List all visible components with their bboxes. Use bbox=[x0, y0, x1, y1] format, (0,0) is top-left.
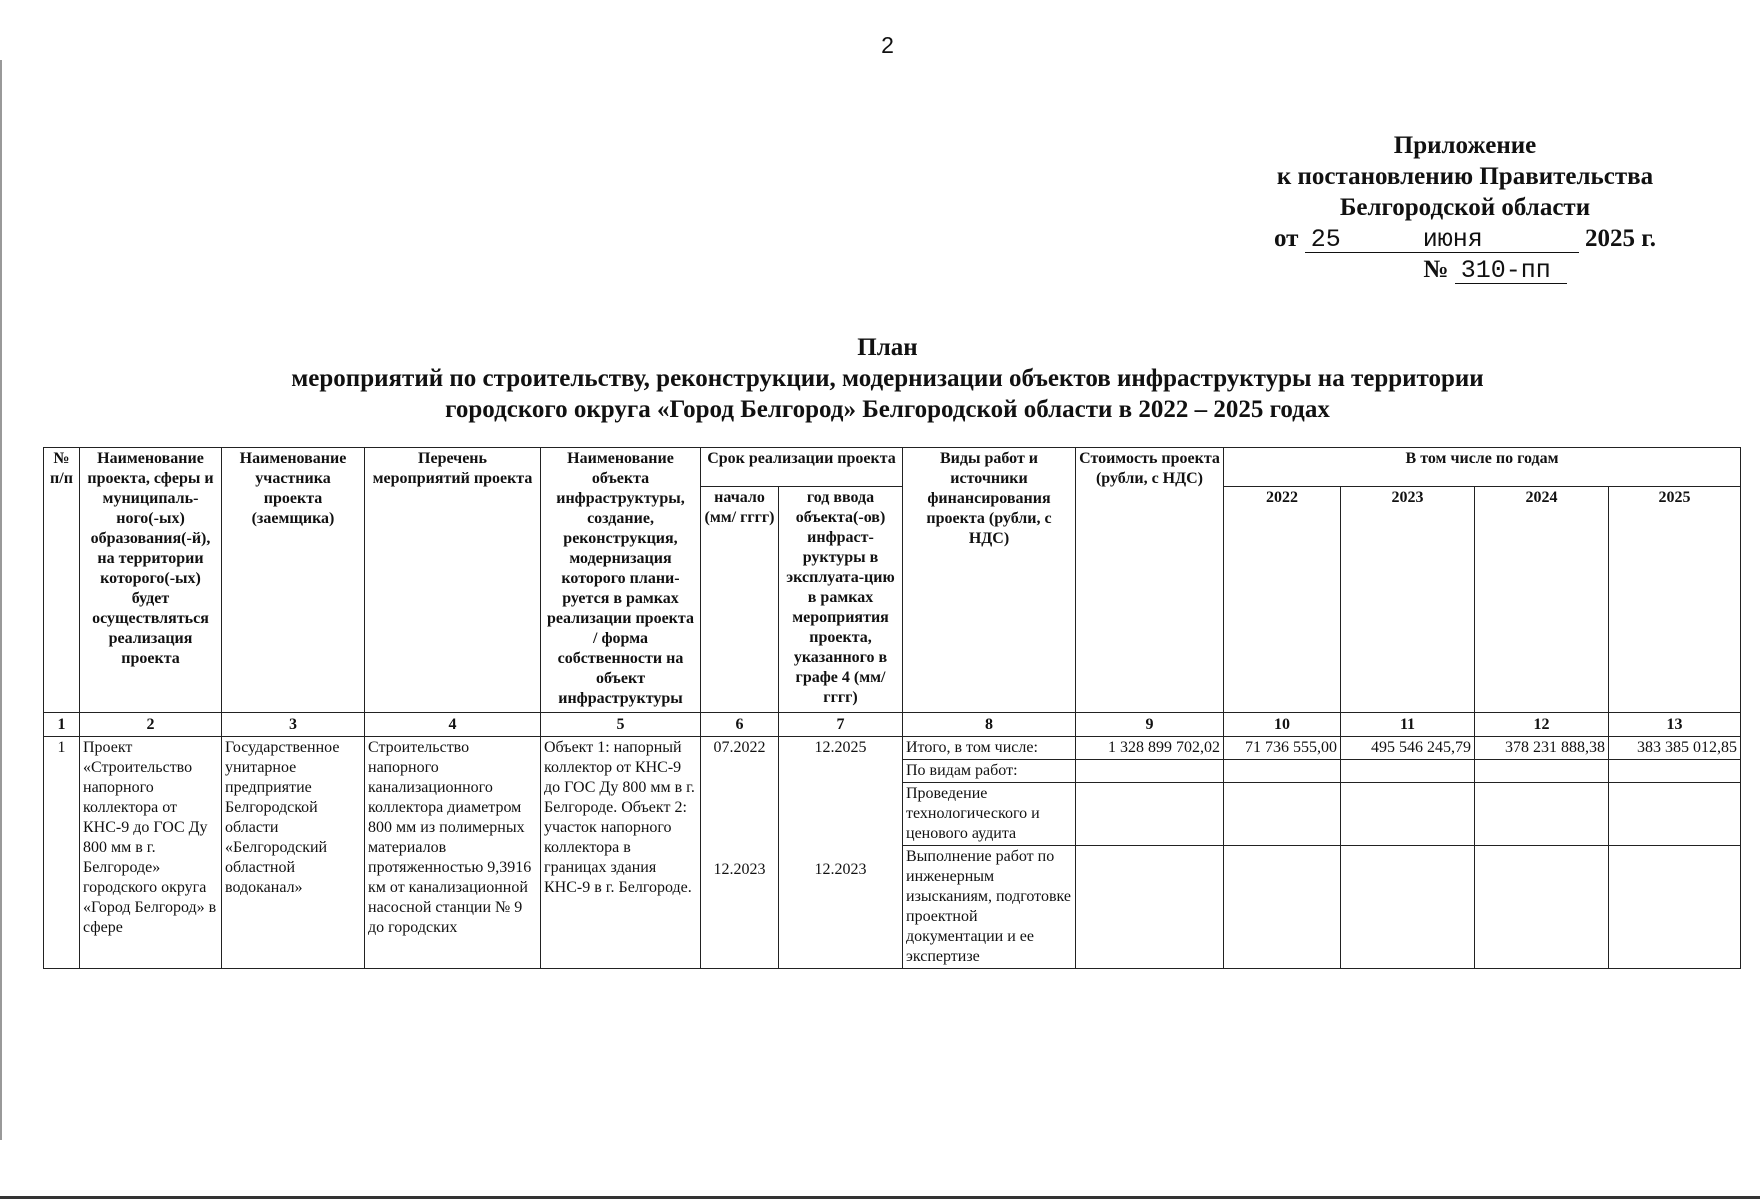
column-number: 11 bbox=[1341, 713, 1475, 737]
header-col-num: № п/п bbox=[44, 448, 80, 713]
work-by-type-label: По видам работ: bbox=[903, 760, 1076, 783]
scan-edge-bottom bbox=[0, 1196, 1760, 1199]
column-number: 7 bbox=[779, 713, 903, 737]
appendix-number-line bbox=[1240, 254, 1690, 285]
header-row-1 bbox=[44, 448, 1741, 487]
header-work-types: Виды работ и источники финансирования проекта (рубли, с НДС) bbox=[903, 448, 1076, 713]
empty-cell bbox=[1076, 783, 1224, 846]
date-prefix: от bbox=[1274, 225, 1299, 252]
row-commission-dates bbox=[779, 737, 903, 969]
empty-cell bbox=[1341, 846, 1475, 969]
column-number: 12 bbox=[1475, 713, 1609, 737]
appendix-region: Белгородской области bbox=[1339, 194, 1591, 221]
work-audit-label: Проведение технологического и ценового аудита bbox=[903, 783, 1076, 846]
empty-cell bbox=[1475, 760, 1609, 783]
appendix-title: Приложение bbox=[1393, 132, 1537, 159]
table-row bbox=[44, 737, 1741, 760]
cost-total: 1 328 899 702,02 bbox=[1076, 737, 1224, 760]
empty-cell bbox=[1609, 760, 1741, 783]
header-cost: Стоимость проекта (рубли, с НДС) bbox=[1076, 448, 1224, 713]
empty-cell bbox=[1076, 846, 1224, 969]
appendix-reference: к постановлению Правительства bbox=[1276, 163, 1654, 190]
scan-edge-left bbox=[0, 60, 2, 1140]
plan-title bbox=[0, 332, 1760, 425]
work-total-label: Итого, в том числе: bbox=[903, 737, 1076, 760]
column-number: 4 bbox=[365, 713, 541, 737]
header-start: начало (мм/ гггг) bbox=[701, 487, 779, 713]
page-number: 2 bbox=[881, 32, 894, 58]
header-year-2023: 2023 bbox=[1341, 487, 1475, 713]
column-number: 1 bbox=[44, 713, 80, 737]
plan-title-line1: мероприятий по строительству, реконструкции, модернизации объектов инфраструктуры на территории bbox=[291, 365, 1484, 392]
appendix-date-line bbox=[1240, 223, 1690, 254]
date-year: 2025 г. bbox=[1584, 225, 1656, 252]
resolution-number-field: 310-пп bbox=[1455, 259, 1567, 284]
header-measures: Перечень мероприятий проекта bbox=[365, 448, 541, 713]
row-start-dates bbox=[701, 737, 779, 969]
date-month-field: июня bbox=[1417, 228, 1579, 253]
header-year-2025: 2025 bbox=[1609, 487, 1741, 713]
column-number: 9 bbox=[1076, 713, 1224, 737]
commission-date-1: 12.2025 bbox=[814, 739, 867, 756]
row-project: Проект «Строительство напорного коллектора от КНС-9 до ГОС Ду 800 мм в г. Белгороде» городского округа «Город Белгород» в сфере bbox=[80, 737, 222, 969]
header-participant: Наименование участника проекта (заемщика) bbox=[222, 448, 365, 713]
total-2024: 378 231 888,38 bbox=[1475, 737, 1609, 760]
row-object: Объект 1: напорный коллектор от КНС-9 до ГОС Ду 800 мм в г. Белгороде. Объект 2: участок напорного коллектора в границах здания КНС-9 в г. Белгороде. bbox=[541, 737, 701, 969]
empty-cell bbox=[1475, 783, 1609, 846]
plan-table bbox=[43, 447, 1741, 969]
empty-cell bbox=[1224, 760, 1341, 783]
header-period-group: Срок реализации проекта bbox=[701, 448, 903, 487]
empty-cell bbox=[1341, 783, 1475, 846]
empty-cell bbox=[1076, 760, 1224, 783]
empty-cell bbox=[1609, 846, 1741, 969]
start-date-2: 12.2023 bbox=[713, 861, 766, 878]
header-year-2022: 2022 bbox=[1224, 487, 1341, 713]
plan-title-line2: городского округа «Город Белгород» Белгородской области в 2022 – 2025 годах bbox=[445, 396, 1330, 423]
appendix-block bbox=[1240, 130, 1690, 285]
row-measures: Строительство напорного канализационного коллектора диаметром 800 мм из полимерных материалов протяженностью 9,3916 км от канализационной насосной станции № 9 до городских bbox=[365, 737, 541, 969]
empty-cell bbox=[1609, 783, 1741, 846]
header-year-2024: 2024 bbox=[1475, 487, 1609, 713]
row-number: 1 bbox=[44, 737, 80, 969]
empty-cell bbox=[1224, 846, 1341, 969]
column-number: 5 bbox=[541, 713, 701, 737]
empty-cell bbox=[1341, 760, 1475, 783]
total-2022: 71 736 555,00 bbox=[1224, 737, 1341, 760]
header-project: Наименование проекта, сферы и муниципаль-ного(-ых) образования(-й), на территории которого(-ых) будет осуществляться реализация проекта bbox=[80, 448, 222, 713]
empty-cell bbox=[1475, 846, 1609, 969]
work-survey-label: Выполнение работ по инженерным изысканиям, подготовке проектной документации и ее экспертизе bbox=[903, 846, 1076, 969]
row-participant: Государственное унитарное предприятие Белгородской области «Белгородский областной водоканал» bbox=[222, 737, 365, 969]
number-prefix: № bbox=[1423, 256, 1449, 283]
column-number: 3 bbox=[222, 713, 365, 737]
start-date-1: 07.2022 bbox=[713, 739, 766, 756]
empty-cell bbox=[1224, 783, 1341, 846]
column-number: 8 bbox=[903, 713, 1076, 737]
plan-title-main: План bbox=[857, 334, 918, 361]
total-2023: 495 546 245,79 bbox=[1341, 737, 1475, 760]
column-numbers-row bbox=[44, 713, 1741, 737]
column-number: 6 bbox=[701, 713, 779, 737]
header-years-group: В том числе по годам bbox=[1224, 448, 1741, 487]
column-number: 10 bbox=[1224, 713, 1341, 737]
date-day-field: 25 bbox=[1305, 228, 1417, 253]
column-number: 2 bbox=[80, 713, 222, 737]
header-commission: год ввода объекта(-ов) инфраст-руктуры в эксплуата-цию в рамках мероприятия проекта, указанного в графе 4 (мм/гггг) bbox=[779, 487, 903, 713]
header-object: Наименование объекта инфраструктуры, создание, реконструкция, модернизация которого плани-руется в рамках реализации проекта / форма собственности на объект инфраструктуры bbox=[541, 448, 701, 713]
total-2025: 383 385 012,85 bbox=[1609, 737, 1741, 760]
commission-date-2: 12.2023 bbox=[814, 861, 867, 878]
column-number: 13 bbox=[1609, 713, 1741, 737]
